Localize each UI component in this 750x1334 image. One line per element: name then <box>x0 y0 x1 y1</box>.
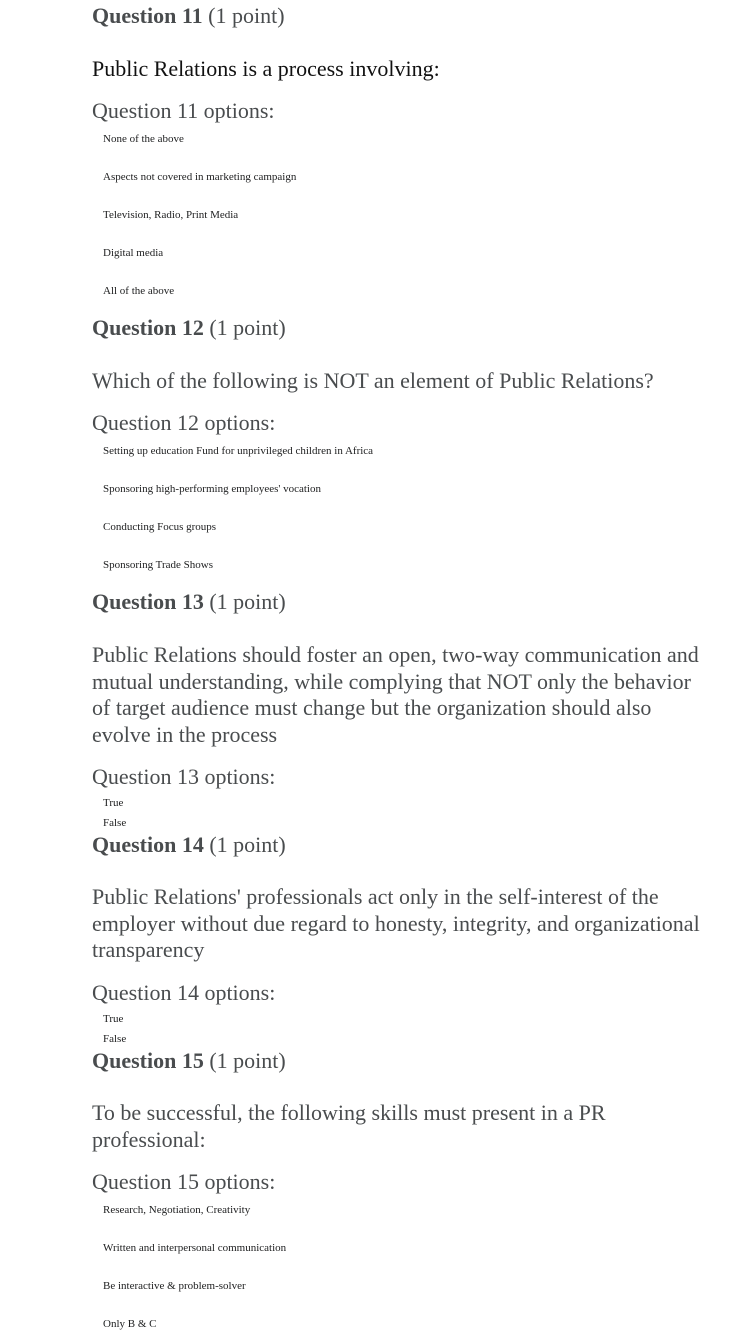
question-prompt: Public Relations' professionals act only in the self-interest of the employer without due regard to honesty, integrity, and organizational transparency <box>92 884 700 962</box>
question-points: (1 point) <box>209 832 286 857</box>
answer-option[interactable]: True <box>103 797 124 809</box>
question-title: Question 13 <box>92 589 204 614</box>
answer-option[interactable]: All of the above <box>103 285 175 297</box>
answer-option[interactable]: Be interactive & problem-solver <box>103 1280 246 1292</box>
question-prompt: Public Relations should foster an open, two-way communication and mutual understanding, while complying that NOT only the behavior of target audience must change but the organization should also evolve in the process <box>92 642 699 747</box>
question-title: Question 14 <box>92 832 204 857</box>
answer-option[interactable]: Only B & C <box>103 1318 157 1330</box>
answer-option[interactable]: Written and interpersonal communication <box>103 1242 287 1254</box>
answer-option[interactable]: Sponsoring Trade Shows <box>103 559 214 571</box>
question-heading <box>92 3 285 29</box>
question-points: (1 point) <box>209 1048 286 1073</box>
answer-option[interactable]: Aspects not covered in marketing campaign <box>103 171 297 183</box>
question-heading <box>92 315 286 341</box>
question-heading <box>92 1048 286 1074</box>
options-label: Question 15 options: <box>92 1169 276 1194</box>
question-prompt: Public Relations is a process involving: <box>92 56 440 81</box>
answer-option[interactable]: Research, Negotiation, Creativity <box>103 1204 251 1216</box>
answer-option[interactable]: Setting up education Fund for unprivileged children in Africa <box>103 445 374 457</box>
question-title: Question 15 <box>92 1048 204 1073</box>
options-label: Question 12 options: <box>92 410 276 435</box>
question-prompt: Which of the following is NOT an element of Public Relations? <box>92 368 654 393</box>
question-heading <box>92 832 286 858</box>
question-title: Question 12 <box>92 315 204 340</box>
question-prompt: To be successful, the following skills must present in a PR professional: <box>92 1100 606 1152</box>
answer-option[interactable]: Television, Radio, Print Media <box>103 209 239 221</box>
answer-option[interactable]: Digital media <box>103 247 164 259</box>
question-points: (1 point) <box>209 315 286 340</box>
question-points: (1 point) <box>209 589 286 614</box>
answer-option[interactable]: False <box>103 1033 127 1045</box>
answer-option[interactable]: False <box>103 817 127 829</box>
options-label: Question 11 options: <box>92 98 275 123</box>
answer-option[interactable]: None of the above <box>103 133 184 145</box>
question-points: (1 point) <box>208 3 285 28</box>
answer-option[interactable]: Sponsoring high-performing employees' vocation <box>103 483 321 495</box>
answer-option[interactable]: Conducting Focus groups <box>103 521 217 533</box>
question-title: Question 11 <box>92 3 203 28</box>
question-heading <box>92 589 286 615</box>
options-label: Question 13 options: <box>92 764 276 789</box>
answer-option[interactable]: True <box>103 1013 124 1025</box>
options-label: Question 14 options: <box>92 980 276 1005</box>
